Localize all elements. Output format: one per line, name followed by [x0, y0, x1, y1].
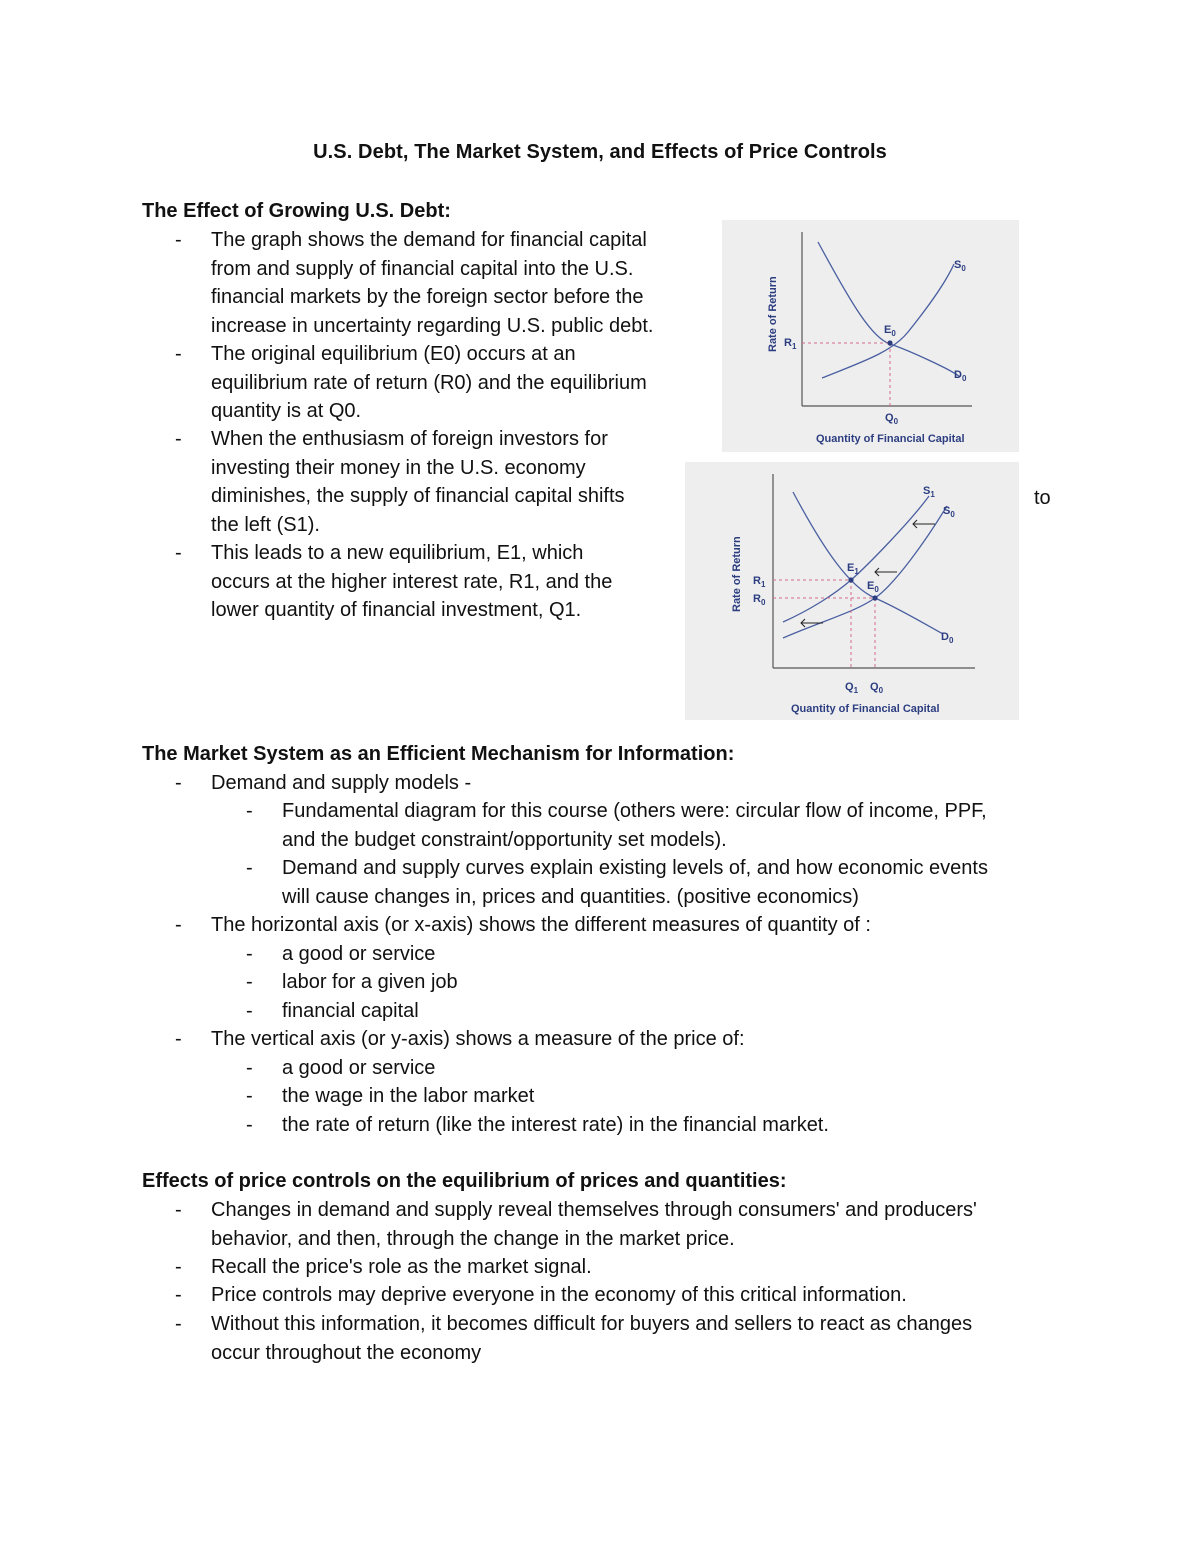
bullet-dash: - — [175, 343, 182, 365]
bullet-dash: - — [175, 1313, 182, 1335]
e1-label: $E_1$ — [847, 562, 859, 576]
bullet-dash: - — [175, 914, 182, 936]
e0-label: $E_0$ — [867, 580, 879, 594]
list-item: - Demand and supply models - — [211, 769, 471, 798]
bullet-dash: - — [246, 1057, 253, 1079]
q0-label: $Q_0$ — [870, 681, 884, 695]
bullet-dash: - — [175, 1284, 182, 1306]
shift-arrow-icon — [913, 520, 935, 528]
list-item: - labor for a given job — [282, 968, 458, 997]
figure1-svg — [722, 220, 1019, 452]
list-item: - The vertical axis (or y-axis) shows a measure of the price of: — [211, 1025, 745, 1054]
bullet-dash: - — [246, 1000, 253, 1022]
qty-label: $Q_0$ — [885, 412, 899, 426]
list-item: - Price controls may deprive everyone in the economy of this critical information. — [211, 1281, 907, 1310]
section-heading-us-debt: The Effect of Growing U.S. Debt: — [142, 200, 451, 222]
document-title: U.S. Debt, The Market System, and Effects of Price Controls — [313, 141, 887, 163]
figure-supply-demand-initial — [722, 220, 1019, 452]
list-item: - Fundamental diagram for this course (others were: circular flow of income, PPF, and the budget constraint/opportunity set models). — [282, 797, 987, 854]
list-item: - The original equilibrium (E0) occurs at an equilibrium rate of return (R0) and the equilibrium quantity is at Q0. — [211, 340, 647, 426]
bullet-dash: - — [246, 1085, 253, 1107]
list-item: - Demand and supply curves explain existing levels of, and how economic events will cause changes in, prices and quantities. (positive economics) — [282, 854, 988, 911]
equilibrium-point — [887, 340, 892, 345]
figure2-svg — [685, 462, 1019, 720]
s0-label: $S_0$ — [943, 505, 955, 519]
section-heading-market-system: The Market System as an Efficient Mechanism for Information: — [142, 743, 735, 765]
bullet-dash: - — [175, 428, 182, 450]
bullet-dash: - — [246, 943, 253, 965]
bullet-dash: - — [246, 971, 253, 993]
d0-label: $D_0$ — [941, 631, 954, 645]
demand-curve — [818, 242, 960, 377]
bullet-dash: - — [175, 772, 182, 794]
x-axis-label: Quantity of Financial Capital — [791, 703, 940, 715]
figure-supply-shift — [685, 462, 1019, 720]
list-item: - Changes in demand and supply reveal themselves through consumers' and producers' behavior, and then, through the change in the market price. — [211, 1196, 977, 1253]
list-item: - This leads to a new equilibrium, E1, which occurs at the higher interest rate, R1, and the lower quantity of financial investment, Q1. — [211, 539, 612, 625]
shift-arrow-icon — [875, 568, 897, 576]
supply-label: $S_0$ — [954, 259, 966, 273]
bullet-dash: - — [175, 229, 182, 251]
y-axis-label: Rate of Return — [731, 536, 743, 612]
stray-word: to — [1034, 487, 1051, 509]
list-item: - a good or service — [282, 940, 435, 969]
list-item: - Without this information, it becomes difficult for buyers and sellers to react as changes occur throughout the economy — [211, 1310, 972, 1367]
demand-curve-d0 — [793, 492, 943, 634]
bullet-dash: - — [175, 1028, 182, 1050]
list-item: - The graph shows the demand for financial capital from and supply of financial capital into the U.S. financial markets by the foreign sector before the increase in uncertainty regarding U.S. public debt. — [211, 226, 653, 340]
bullet-dash: - — [175, 1199, 182, 1221]
rate-label: $R_1$ — [784, 337, 797, 351]
list-item: - the wage in the labor market — [282, 1082, 534, 1111]
list-item: - a good or service — [282, 1054, 435, 1083]
equilibrium-point-e1 — [848, 577, 853, 582]
eq-label: $E_0$ — [884, 324, 896, 338]
list-item: - financial capital — [282, 997, 419, 1026]
list-item: - the rate of return (like the interest rate) in the financial market. — [282, 1111, 829, 1140]
q1-label: $Q_1$ — [845, 681, 859, 695]
r1-label: $R_1$ — [753, 575, 766, 589]
r0-label: $R_0$ — [753, 593, 766, 607]
bullet-dash: - — [246, 857, 253, 879]
s1-label: $S_1$ — [923, 485, 935, 499]
y-axis-label: Rate of Return — [767, 276, 779, 352]
list-item: - The horizontal axis (or x-axis) shows the different measures of quantity of : — [211, 911, 871, 940]
bullet-dash: - — [246, 800, 253, 822]
x-axis-label: Quantity of Financial Capital — [816, 433, 965, 445]
supply-curve-s0 — [783, 506, 947, 638]
demand-label: $D_0$ — [954, 369, 967, 383]
section-heading-price-controls: Effects of price controls on the equilibrium of prices and quantities: — [142, 1170, 787, 1192]
list-item: - Recall the price's role as the market signal. — [211, 1253, 592, 1282]
list-item: - When the enthusiasm of foreign investors for investing their money in the U.S. economy diminishes, the supply of financial capital shifts the left (S1). — [211, 425, 625, 539]
bullet-dash: - — [246, 1114, 253, 1136]
equilibrium-point-e0 — [872, 595, 877, 600]
bullet-dash: - — [175, 1256, 182, 1278]
bullet-dash: - — [175, 542, 182, 564]
supply-curve — [822, 264, 954, 378]
